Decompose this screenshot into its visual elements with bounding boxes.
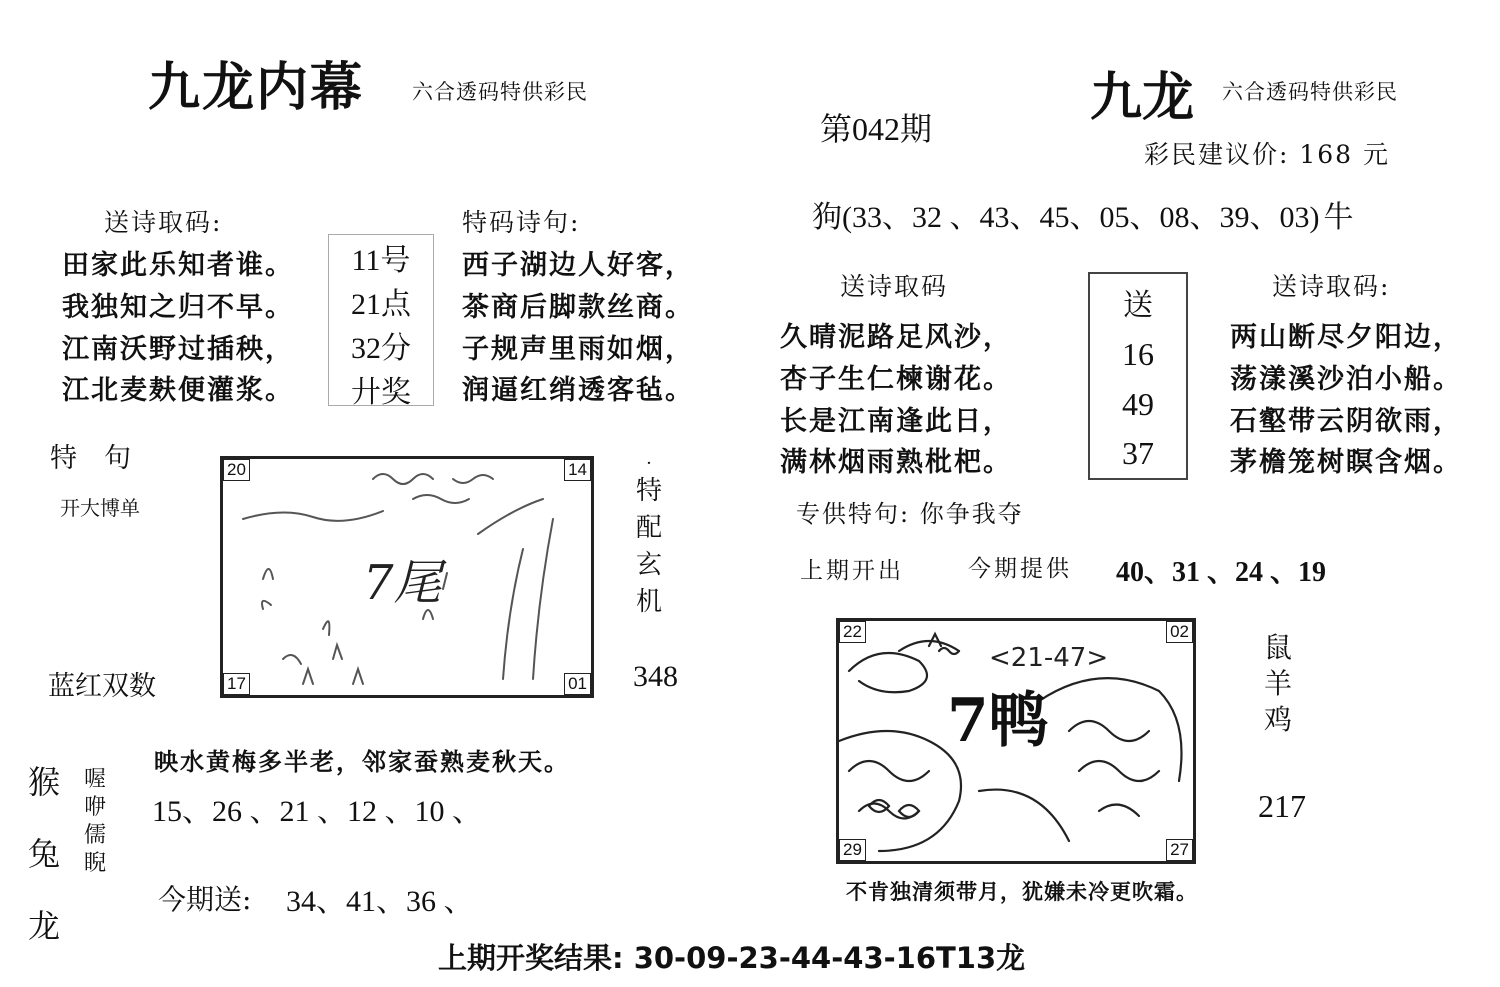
left-poem2-line: 西子湖边人好客， <box>462 250 694 281</box>
draw-box-line: 32分 <box>351 332 411 365</box>
left-sketch-image <box>220 456 594 698</box>
special-line: 专供特句: 你争我夺 <box>796 500 1024 528</box>
left-poem2-line: 茶商后脚款丝商。 <box>462 292 694 323</box>
image-corner-number: 29 <box>839 839 866 861</box>
draw-time-box <box>328 234 434 409</box>
image-corner-number: 02 <box>1166 621 1193 643</box>
draw-box-line: 21点 <box>351 288 411 321</box>
right-sketch-drawing <box>839 621 1193 861</box>
right-title: 九龙 <box>1090 67 1195 128</box>
animal-small-char: 喔 <box>84 767 107 792</box>
animal-small-char: 儒 <box>84 823 107 848</box>
animals-small-column <box>84 766 106 878</box>
mystery-char: 特 <box>636 476 663 506</box>
right-poem1-line: 长是江南逢此日， <box>780 406 1012 437</box>
send-box-line: 37 <box>1122 434 1154 471</box>
animals-big-column <box>28 746 60 962</box>
provide-numbers: 40、31 、24 、19 <box>1116 557 1327 588</box>
animal-char: 兔 <box>28 835 61 873</box>
left-verse: 映水黄梅多半老，邻家蚕熟麦秋天。 <box>154 747 570 776</box>
image-corner-number: 01 <box>564 673 591 695</box>
image-corner-number: 27 <box>1166 839 1193 861</box>
right-poem1-line: 杏子生仁楝谢花。 <box>780 364 1012 395</box>
right-sketch-scribble: <21-47> <box>989 643 1109 673</box>
mystery-column <box>636 455 662 621</box>
right-caption: 不肯独清须带月，犹嫌未冷更吹霜。 <box>846 879 1198 904</box>
send-label: 今期送: <box>158 883 252 916</box>
left-sketch-drawing <box>223 459 591 695</box>
animal-char: 龙 <box>28 907 61 945</box>
send-box-line: 16 <box>1122 336 1154 373</box>
left-sketch-glyph: 7尾 <box>363 555 442 611</box>
animal-char: 猴 <box>28 763 61 801</box>
animal-small-char: 睨 <box>84 851 107 876</box>
side-number: 217 <box>1258 788 1306 824</box>
left-poem2-line: 子规声里雨如烟， <box>462 334 694 365</box>
right-poem2-heading: 送诗取码: <box>1272 272 1391 301</box>
send-box-line: 送 <box>1123 289 1153 323</box>
zodiac-line <box>812 192 1353 236</box>
last-label: 上期开出 <box>800 558 904 584</box>
color-hint: 蓝红双数 <box>48 671 156 702</box>
image-corner-number: 17 <box>223 673 250 695</box>
send-numbers: 34、41、36 、 <box>286 885 474 918</box>
right-subtitle: 六合透码特供彩民 <box>1222 80 1398 104</box>
left-poem1-line: 江南沃野过插秧， <box>62 334 294 365</box>
mystery-char: 玄 <box>636 550 663 580</box>
mystery-number: 348 <box>633 660 678 693</box>
left-title: 九龙内幕 <box>148 57 365 118</box>
issue-number: 第042期 <box>820 111 933 147</box>
left-poem1-line: 田家此乐知者谁。 <box>62 250 294 281</box>
left-subtitle: 六合透码特供彩民 <box>412 80 588 104</box>
send-box-line: 49 <box>1122 385 1154 422</box>
image-corner-number: 20 <box>223 459 250 481</box>
draw-box-line: 廾奖 <box>351 376 411 409</box>
right-sketch-glyph: 7鸭 <box>947 686 1049 756</box>
left-poem2-line: 润逼红绡透客毡。 <box>462 375 694 406</box>
right-poem1-heading: 送诗取码 <box>840 272 949 301</box>
mystery-dot: · <box>646 453 652 474</box>
mystery-char: 机 <box>636 587 663 617</box>
animal-small-char: 咿 <box>84 795 107 820</box>
right-poem2-line: 荡漾溪沙泊小船。 <box>1230 364 1462 395</box>
send-box <box>1088 272 1188 480</box>
left-special-heading: 特 句 <box>50 443 131 474</box>
left-poem1-heading: 送诗取码: <box>104 208 223 237</box>
left-poem1-line: 我独知之归不早。 <box>62 292 294 323</box>
mystery-char: 配 <box>636 513 663 543</box>
zodiac-side-char: 鸡 <box>1264 703 1293 736</box>
right-poem2-line: 石壑带云阴欲雨， <box>1230 406 1462 437</box>
left-poem2-heading: 特码诗句: <box>462 208 581 237</box>
right-sketch-image <box>836 618 1196 864</box>
price: 彩民建议价: 168 元 <box>1144 140 1391 169</box>
zodiac-side-char: 鼠 <box>1264 631 1293 664</box>
result-footer: 上期开奖结果: 30-09-23-44-43-16T13龙 <box>438 941 1026 975</box>
right-poem2-line: 茅檐笼树瞑含烟。 <box>1230 447 1462 478</box>
image-corner-number: 14 <box>564 459 591 481</box>
provide-label: 今期提供 <box>968 556 1072 582</box>
zodiac-numbers: (33、32 、43、45、05、08、39、03) <box>842 201 1320 234</box>
left-numbers: 15、26 、21 、12 、10 、 <box>152 795 482 828</box>
left-special-text: 开大博单 <box>60 496 140 520</box>
image-corner-number: 22 <box>839 621 866 643</box>
zodiac-from: 狗 <box>812 200 842 235</box>
zodiac-to: 牛 <box>1323 200 1354 235</box>
draw-box-line: 11号 <box>351 244 411 277</box>
zodiac-side-char: 羊 <box>1264 667 1293 700</box>
right-poem1-line: 久晴泥路足风沙， <box>780 322 1012 353</box>
zodiac-side-column <box>1264 630 1292 738</box>
left-poem1-line: 江北麦麸便灌浆。 <box>62 375 294 406</box>
right-poem2-line: 两山断尽夕阳边， <box>1230 322 1462 353</box>
right-poem1-line: 满林烟雨熟枇杷。 <box>780 447 1012 478</box>
